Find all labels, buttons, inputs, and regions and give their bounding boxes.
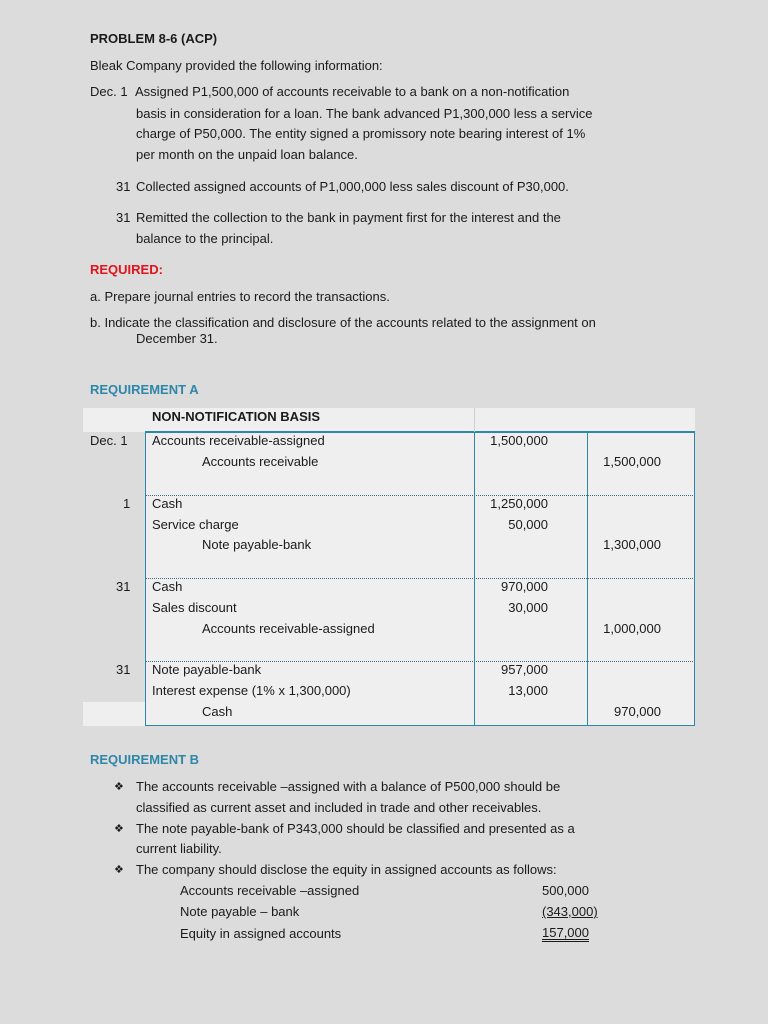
required-b-cont: December 31. [136, 331, 218, 346]
entry-debit: 970,000 [501, 579, 548, 594]
entry-account: Sales discount [152, 600, 237, 615]
item-3-date: 31 [116, 210, 131, 225]
item-2-line: Collected assigned accounts of P1,000,000 less sales discount of P30,000. [136, 179, 569, 194]
entry-account: Note payable-bank [152, 662, 262, 677]
bullet-text: classified as current asset and included in trade and other receivables. [136, 800, 542, 815]
entry-account: Accounts receivable [202, 454, 319, 469]
entry-debit: 13,000 [508, 683, 548, 698]
disclosure-amount: (343,000) [542, 904, 598, 919]
entry-account: Accounts receivable-assigned [202, 621, 375, 636]
diamond-bullet-icon: ❖ [114, 823, 124, 835]
disclosure-label: Equity in assigned accounts [180, 926, 342, 941]
entry-account: Cash [202, 704, 233, 719]
entry-credit: 1,500,000 [603, 454, 661, 469]
entry-account: Interest expense (1% x 1,300,000) [152, 683, 351, 698]
item-1-line: charge of P50,000. The entity signed a promissory note bearing interest of 1% [136, 126, 586, 141]
disclosure-total: 157,000 [542, 925, 589, 940]
bullet-text: The accounts receivable –assigned with a balance of P500,000 should be [136, 779, 561, 794]
entry-date: 31 [116, 579, 131, 594]
disclosure-amount: 500,000 [542, 883, 589, 898]
entry-debit: 30,000 [508, 600, 548, 615]
required-heading: REQUIRED: [90, 262, 163, 277]
entry-date: Dec. 1 [90, 433, 128, 448]
diamond-bullet-icon: ❖ [114, 781, 124, 793]
entry-credit: 1,300,000 [603, 537, 661, 552]
entry-date: 31 [116, 662, 131, 677]
entry-account: Service charge [152, 517, 239, 532]
item-3-line: Remitted the collection to the bank in payment first for the interest and the [136, 210, 561, 225]
diamond-bullet-icon: ❖ [114, 864, 124, 876]
bullet-text: current liability. [136, 841, 222, 856]
problem-intro: Bleak Company provided the following information: [90, 58, 383, 73]
requirement-a-heading: REQUIREMENT A [90, 382, 199, 397]
bullet-text: The company should disclose the equity in assigned accounts as follows: [136, 862, 557, 877]
entry-debit: 50,000 [508, 517, 548, 532]
disclosure-label: Accounts receivable –assigned [180, 883, 360, 898]
required-a: a. Prepare journal entries to record the transactions. [90, 289, 390, 304]
item-3-line: balance to the principal. [136, 231, 274, 246]
item-1-line: basis in consideration for a loan. The bank advanced P1,300,000 less a service [136, 106, 593, 121]
table-header: NON-NOTIFICATION BASIS [152, 409, 321, 424]
item-2-date: 31 [116, 179, 131, 194]
entry-credit: 970,000 [614, 704, 661, 719]
requirement-b-heading: REQUIREMENT B [90, 752, 200, 767]
entry-date: 1 [123, 496, 131, 511]
entry-credit: 1,000,000 [603, 621, 661, 636]
disclosure-label: Note payable – bank [180, 904, 300, 919]
required-b: b. Indicate the classification and disclosure of the accounts related to the assignment on [90, 315, 596, 330]
entry-account: Cash [152, 496, 183, 511]
entry-account: Accounts receivable-assigned [152, 433, 325, 448]
bullet-text: The note payable-bank of P343,000 should be classified and presented as a [136, 821, 575, 836]
journal-table [83, 408, 695, 726]
entry-debit: 1,500,000 [490, 433, 548, 448]
entry-debit: 1,250,000 [490, 496, 548, 511]
entry-account: Note payable-bank [202, 537, 312, 552]
item-1-line: Assigned P1,500,000 of accounts receivable to a bank on a non-notification [135, 84, 570, 99]
entry-account: Cash [152, 579, 183, 594]
entry-debit: 957,000 [501, 662, 548, 677]
item-1-date: Dec. 1 [90, 84, 128, 99]
problem-title: PROBLEM 8-6 (ACP) [90, 31, 218, 46]
item-1-line: per month on the unpaid loan balance. [136, 147, 358, 162]
